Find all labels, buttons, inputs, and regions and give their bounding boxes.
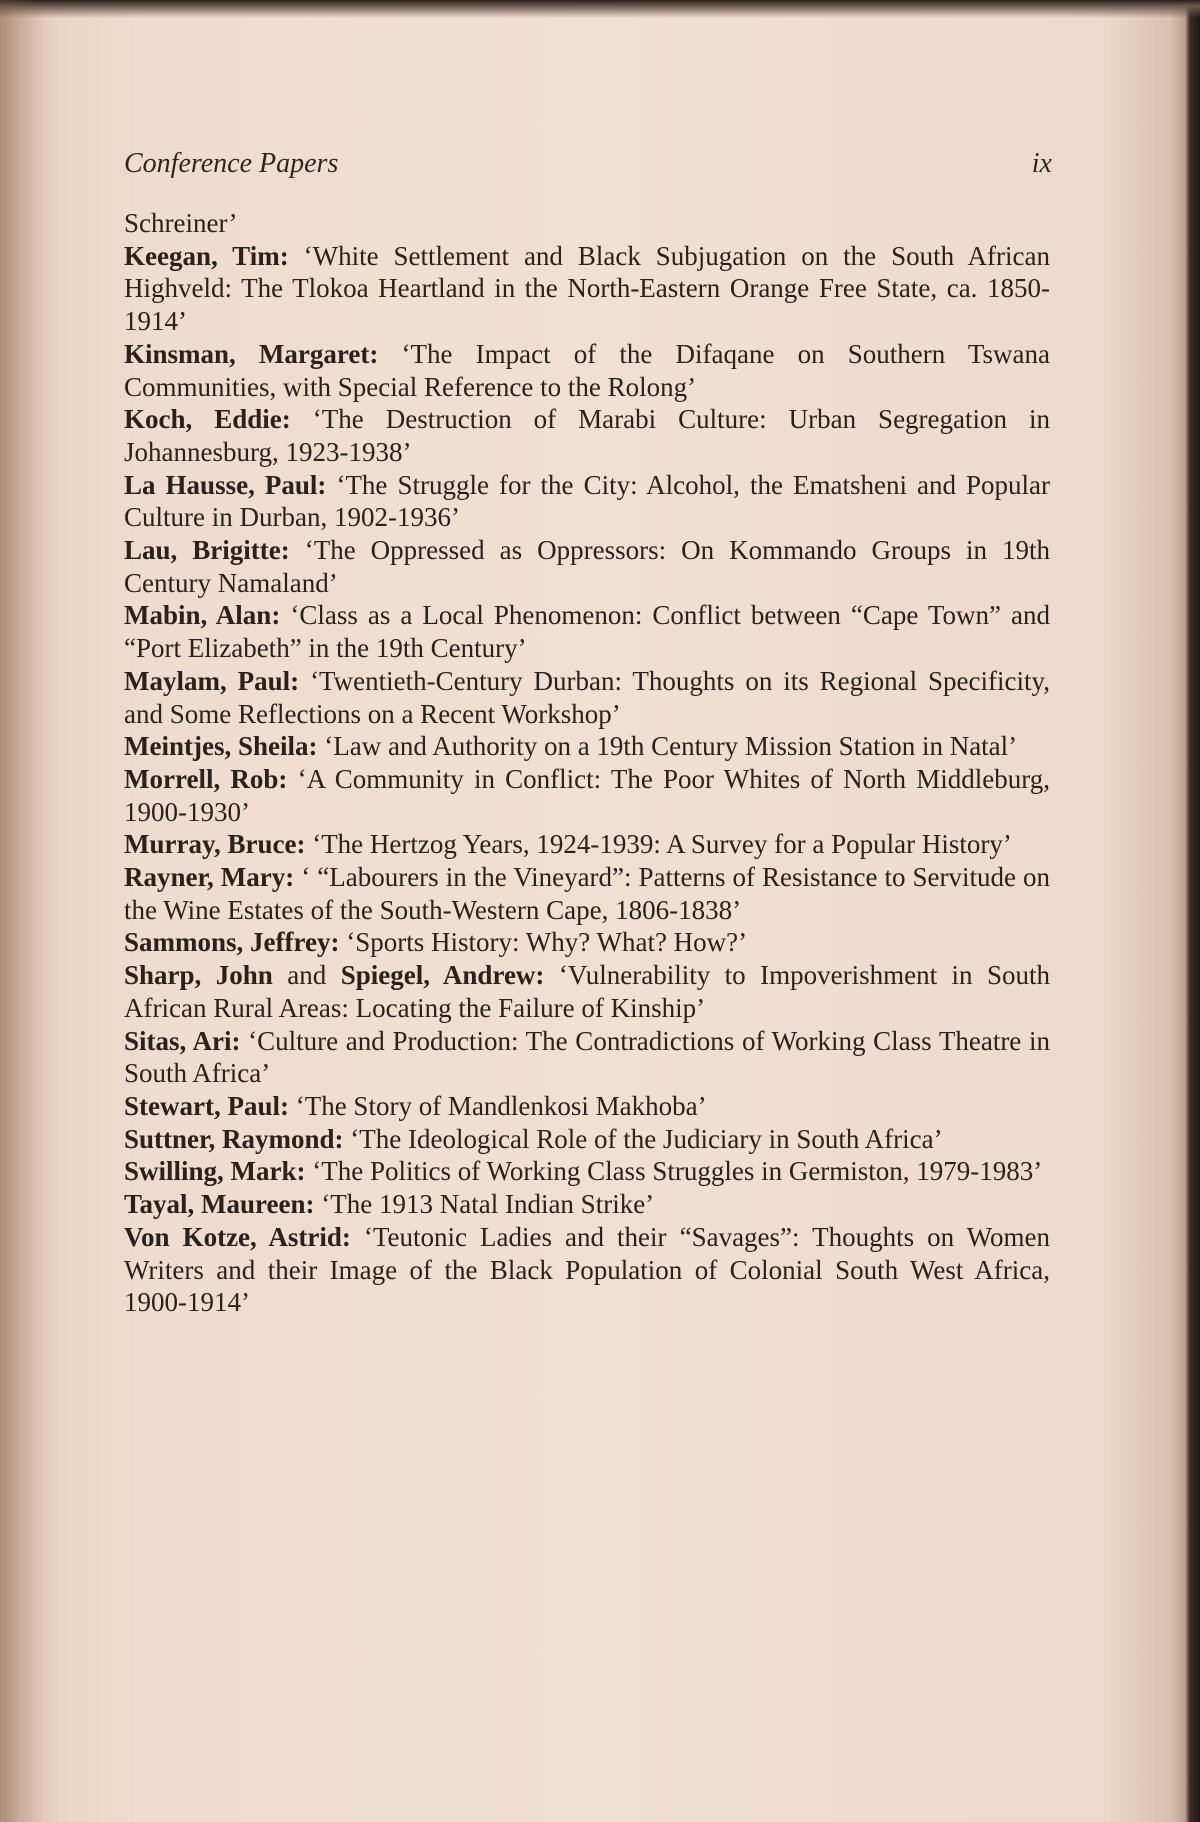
- author-name: Von Kotze, Astrid:: [124, 1221, 351, 1252]
- author-name: Meintjes, Sheila:: [124, 731, 318, 762]
- author-name: Murray, Bruce:: [124, 829, 306, 860]
- author-name: Keegan, Tim:: [124, 240, 289, 271]
- paper-title: ‘Vulnerability to Impoverishment in South African Rural Areas: Locating the Failure of Kinship’: [124, 960, 1051, 1023]
- author-connector: and: [287, 960, 327, 991]
- list-item: [124, 338, 1050, 403]
- list-item: [124, 763, 1050, 828]
- author-name: Suttner, Raymond:: [124, 1123, 344, 1154]
- paper-list: [124, 207, 1050, 1319]
- page-number: ix: [1031, 148, 1052, 179]
- running-header-title: Conference Papers: [124, 148, 339, 179]
- paper-title: ‘White Settlement and Black Subjugation on the South African Highveld: The Tlokoa Heartland in the North-Eastern Orange Free State, ca. 1850-1914’: [124, 240, 1050, 337]
- author-name: Swilling, Mark:: [124, 1156, 306, 1187]
- paper-title: ‘The Impact of the Difaqane on Southern Tswana Communities, with Special Reference to the Rolong’: [124, 338, 1051, 402]
- paper-title: ‘Class as a Local Phenomenon: Conflict between “Cape Town” and “Port Elizabeth” in the 19th Century’: [124, 600, 1050, 664]
- paper-title: ‘Sports History: Why? What? How?’: [346, 927, 748, 958]
- list-item: [124, 534, 1050, 599]
- list-item: [124, 1188, 1050, 1221]
- list-item: [124, 403, 1050, 468]
- author-name: Maylam, Paul:: [124, 665, 300, 696]
- paper-title: ‘The Destruction of Marabi Culture: Urban Segregation in Johannesburg, 1923-1938’: [124, 404, 1051, 467]
- list-item: [124, 959, 1050, 1024]
- author-name: Mabin, Alan:: [124, 600, 281, 631]
- paper-title: ‘Teutonic Ladies and their “Savages”: Thoughts on Women Writers and their Image of the Black Population of Colonial South West Africa, 1900-1914’: [124, 1221, 1050, 1318]
- paper-title: ‘Culture and Production: The Contradictions of Working Class Theatre in South Africa’: [124, 1025, 1050, 1089]
- author-name: Lau, Brigitte:: [124, 535, 290, 566]
- author-name: Koch, Eddie:: [124, 404, 291, 435]
- author-name: Kinsman, Margaret:: [124, 338, 379, 369]
- paper-title: ‘The Story of Mandlenkosi Makhoba’: [295, 1090, 707, 1121]
- author-name: Sammons, Jeffrey:: [124, 927, 340, 958]
- list-item: [124, 828, 1050, 861]
- list-item: [124, 469, 1050, 534]
- list-item: [124, 665, 1050, 730]
- paper-title: ‘The 1913 Natal Indian Strike’: [321, 1189, 655, 1220]
- book-spine-shadow: [0, 0, 45, 1822]
- author-name: Sharp, John: [124, 960, 273, 991]
- author-name: Rayner, Mary:: [124, 862, 295, 893]
- list-item: [124, 1221, 1050, 1319]
- list-item: [124, 926, 1050, 959]
- paper-title: ‘Twentieth-Century Durban: Thoughts on its Regional Specificity, and Some Reflections on a Recent Workshop’: [124, 665, 1050, 729]
- list-item: [124, 240, 1050, 338]
- author-name: Sitas, Ari:: [124, 1025, 241, 1056]
- paper-title: ‘The Hertzog Years, 1924-1939: A Survey for a Popular History’: [312, 829, 1012, 860]
- list-item: [124, 1090, 1050, 1123]
- continued-entry-text: Schreiner’: [124, 208, 238, 238]
- list-item: [124, 1123, 1050, 1156]
- paper-title: ‘The Ideological Role of the Judiciary in South Africa’: [350, 1123, 943, 1154]
- list-item: [124, 730, 1050, 763]
- paper-title: ‘A Community in Conflict: The Poor Whites of North Middleburg, 1900-1930’: [124, 763, 1050, 827]
- page-top-edge-shadow: [0, 0, 1200, 18]
- author-name: La Hausse, Paul:: [124, 469, 327, 500]
- list-item: [124, 599, 1050, 664]
- paper-title: ‘The Oppressed as Oppressors: On Kommando Groups in 19th Century Namaland’: [124, 535, 1051, 598]
- author-name: Stewart, Paul:: [124, 1090, 289, 1121]
- second-author-name: Spiegel, Andrew:: [340, 960, 545, 991]
- paper-title: ‘The Struggle for the City: Alcohol, the Ematsheni and Popular Culture in Durban, 1902-1936’: [124, 469, 1051, 533]
- paper-title: ‘Law and Authority on a 19th Century Mission Station in Natal’: [324, 731, 1018, 762]
- paper-title: ‘The Politics of Working Class Struggles in Germiston, 1979-1983’: [312, 1156, 1043, 1187]
- paper-title: ‘ “Labourers in the Vineyard”: Patterns of Resistance to Servitude on the Wine Estates of the South-Western Cape, 1806-1838’: [124, 862, 1051, 925]
- author-name: Tayal, Maureen:: [124, 1189, 315, 1220]
- list-item: [124, 1025, 1050, 1090]
- list-item: [124, 1155, 1050, 1188]
- author-name: Morrell, Rob:: [124, 763, 288, 794]
- list-item: [124, 861, 1050, 926]
